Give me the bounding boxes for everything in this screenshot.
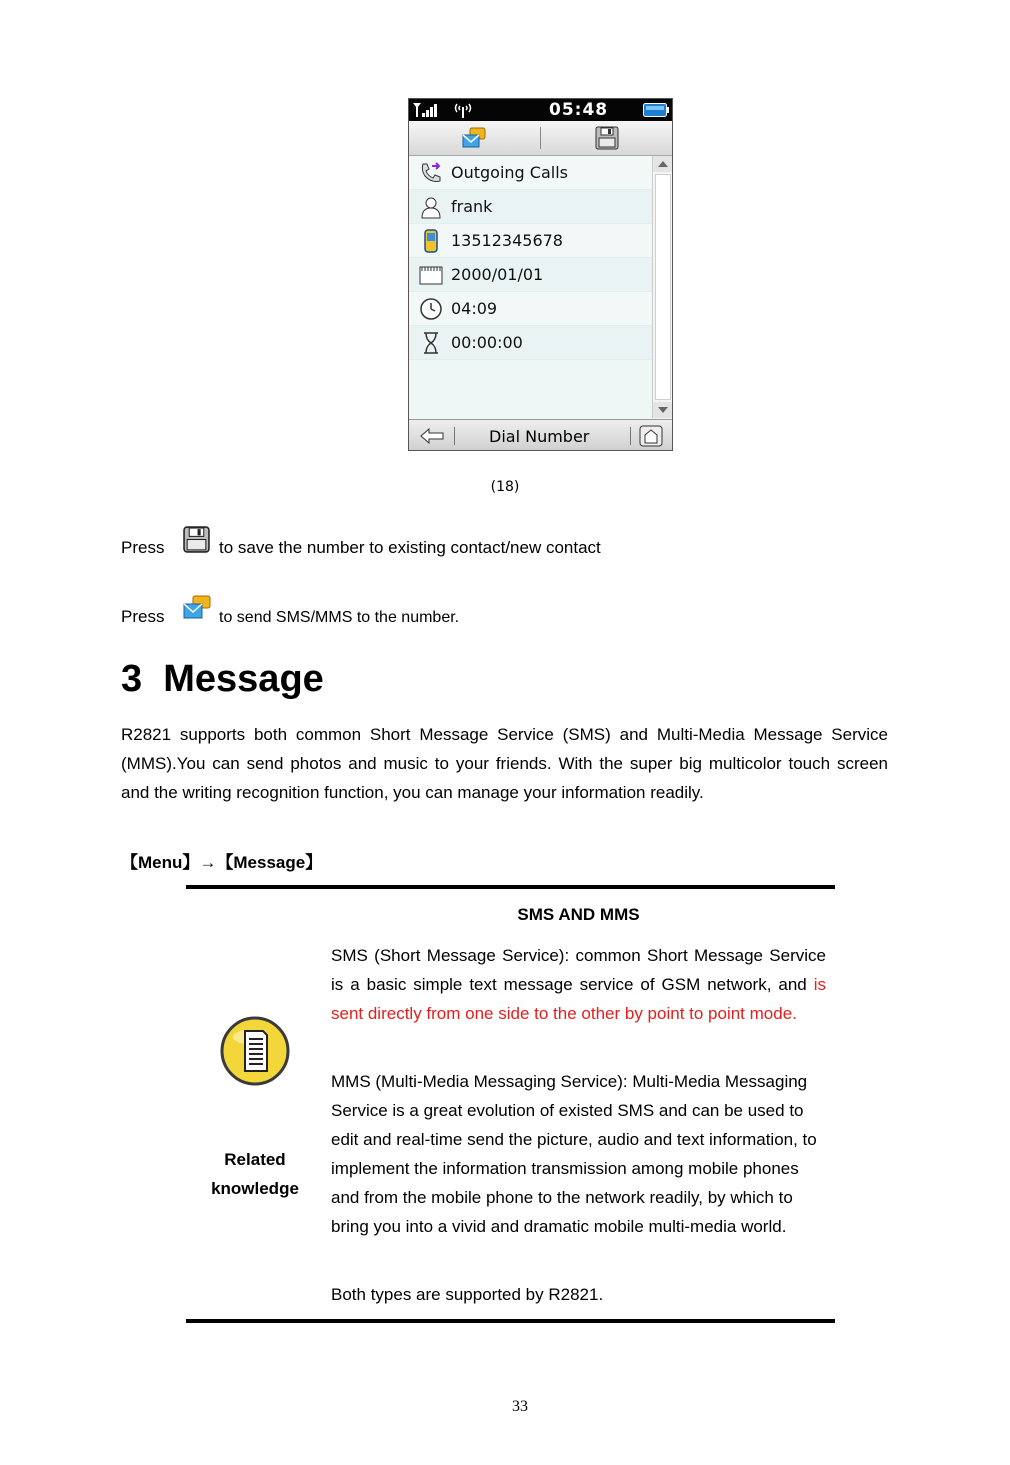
phone-screenshot	[408, 98, 673, 451]
intro-paragraph: R2821 supports both common Short Message Service (SMS) and Multi-Media Message Service (MMS).You can send photos and music to your friends. With the super big multicolor touch screen and the writing recognition function, you can manage your information readily.	[121, 725, 888, 802]
save-disk-icon[interactable]	[594, 126, 620, 150]
sms-description: SMS (Short Message Service): common Short Message Service is a basic simple text message service of GSM network, and is sent directly from one side to the other by point to point mode.	[331, 946, 826, 1023]
softkey-separator	[454, 427, 455, 445]
press-save-line: Press to save the number to existing contact/new contact	[121, 538, 721, 568]
support-note: Both types are supported by R2821.	[331, 1285, 604, 1304]
related-knowledge-label: Related knowledge	[211, 1150, 299, 1198]
softkey-bar	[409, 419, 672, 451]
knowledge-title: SMS AND MMS	[517, 905, 640, 924]
call-detail-list	[409, 156, 652, 360]
network-antenna-icon	[453, 102, 473, 118]
signal-icon	[413, 103, 439, 117]
dial-number-button[interactable]: Dial Number	[489, 427, 590, 446]
section-heading: 3 Message	[121, 658, 324, 700]
send-message-icon	[183, 595, 211, 621]
battery-icon	[643, 103, 669, 117]
calendar-icon	[419, 263, 443, 287]
scroll-thumb[interactable]	[655, 174, 671, 400]
hourglass-icon	[419, 331, 443, 355]
figure-caption: (18)	[490, 479, 520, 495]
home-icon[interactable]	[639, 425, 663, 447]
outgoing-call-icon	[419, 161, 443, 185]
person-icon	[419, 195, 443, 219]
save-disk-icon	[183, 526, 210, 553]
list-item[interactable]: 04:09	[409, 292, 652, 326]
list-item[interactable]: frank	[409, 190, 652, 224]
top-rule	[186, 885, 835, 889]
back-arrow-icon[interactable]	[419, 427, 445, 445]
list-item[interactable]: 13512345678	[409, 224, 652, 258]
scrollbar[interactable]	[652, 156, 673, 418]
bottom-rule	[186, 1319, 835, 1323]
status-bar	[409, 99, 672, 121]
scroll-down-icon[interactable]	[653, 402, 673, 418]
softkey-separator	[630, 427, 631, 445]
send-message-icon[interactable]	[461, 126, 487, 150]
toolbar-separator	[540, 127, 541, 149]
list-item[interactable]: 00:00:00	[409, 326, 652, 360]
list-item[interactable]: 2000/01/01	[409, 258, 652, 292]
menu-path: 【Menu】→【Message】	[121, 853, 323, 872]
clock-icon	[419, 297, 443, 321]
page-number: 33	[512, 1398, 528, 1415]
mobile-phone-icon	[419, 229, 443, 253]
highlighted-text: is sent directly from one side to the other by point to point mode.	[331, 975, 826, 1023]
press-send-line: Press to send SMS/MMS to the number.	[121, 607, 721, 637]
status-time: 05:48	[549, 100, 609, 120]
mms-description: MMS (Multi-Media Messaging Service): Multi-Media Messaging Service is a great evolution of existed SMS and can be used to edit and real-time send the picture, audio and text information, to implement the information transmission among mobile phones and from the mobile phone to the network readily, by which to bring you into a vivid and dramatic mobile multi-media world.	[331, 1072, 817, 1236]
scroll-up-icon[interactable]	[653, 156, 673, 172]
phone-toolbar	[409, 121, 672, 156]
note-icon	[219, 1015, 291, 1087]
list-item[interactable]: Outgoing Calls	[409, 156, 652, 190]
